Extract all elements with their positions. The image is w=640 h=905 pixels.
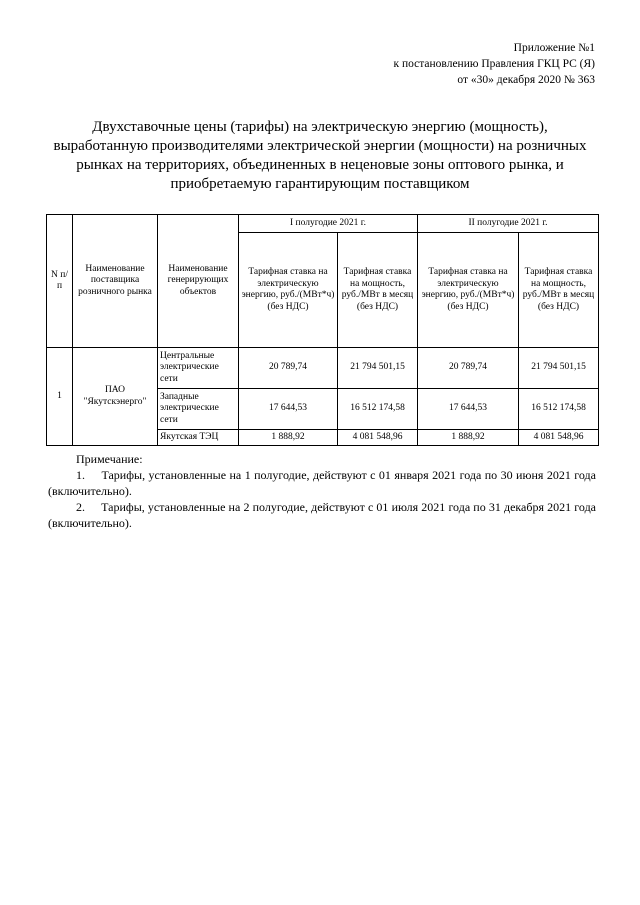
energy-rate-h2: 20 789,74	[418, 348, 519, 389]
title-line-1: Двухставочные цены (тарифы) на электрическую энергию (мощность),	[92, 119, 548, 135]
appendix-line-3: от «30» декабря 2020 № 363	[457, 74, 595, 86]
note-number: 2.	[76, 500, 85, 514]
power-rate-h2: 4 081 548,96	[519, 430, 599, 446]
document-title	[48, 118, 592, 194]
note-text: Тарифы, установленные на 2 полугодие, действуют с 01 июля 2021 года по 31 декабря 2021 года (включительно).	[48, 500, 596, 530]
table-header-row	[47, 215, 599, 233]
note-number: 1.	[76, 468, 85, 482]
title-line-4: приобретаемую гарантирующим поставщиком	[170, 176, 470, 192]
header-energy-rate-h1: Тарифная ставка на электрическую энергию, руб./(МВт*ч) (без НДС)	[239, 233, 338, 348]
note-item	[48, 499, 596, 531]
supplier-name: ПАО "Якутскэнерго"	[73, 348, 158, 446]
header-supplier: Наименование поставщика розничного рынка	[73, 215, 158, 348]
power-rate-h1: 21 794 501,15	[338, 348, 418, 389]
title-line-3: рынках на территориях, объединенных в неценовые зоны оптового рынка, и	[76, 157, 564, 173]
energy-rate-h1: 1 888,92	[239, 430, 338, 446]
header-half-2: II полугодие 2021 г.	[418, 215, 599, 233]
title-line-2: выработанную производителями электрической энергии (мощности) на розничных	[53, 138, 587, 154]
power-rate-h2: 21 794 501,15	[519, 348, 599, 389]
energy-rate-h1: 17 644,53	[239, 389, 338, 430]
appendix-line-2: к постановлению Правления ГКЦ РС (Я)	[393, 58, 595, 70]
header-half-1: I полугодие 2021 г.	[239, 215, 418, 233]
object-name: Центральные электрические сети	[158, 348, 239, 389]
power-rate-h1: 16 512 174,58	[338, 389, 418, 430]
row-num: 1	[47, 348, 73, 446]
appendix-line-1: Приложение №1	[513, 42, 595, 54]
notes-heading: Примечание:	[76, 452, 143, 466]
power-rate-h2: 16 512 174,58	[519, 389, 599, 430]
appendix-header	[265, 40, 595, 88]
header-power-rate-h2: Тарифная ставка на мощность, руб./МВт в месяц (без НДС)	[519, 233, 599, 348]
energy-rate-h2: 1 888,92	[418, 430, 519, 446]
header-num: N п/п	[47, 215, 73, 348]
object-name: Якутская ТЭЦ	[158, 430, 239, 446]
table-row	[47, 348, 599, 389]
tariff-table	[46, 214, 599, 446]
energy-rate-h2: 17 644,53	[418, 389, 519, 430]
header-objects: Наименование генерирующих объектов	[158, 215, 239, 348]
note-item	[48, 467, 596, 499]
header-energy-rate-h2: Тарифная ставка на электрическую энергию, руб./(МВт*ч) (без НДС)	[418, 233, 519, 348]
power-rate-h1: 4 081 548,96	[338, 430, 418, 446]
header-power-rate-h1: Тарифная ставка на мощность, руб./МВт в месяц (без НДС)	[338, 233, 418, 348]
energy-rate-h1: 20 789,74	[239, 348, 338, 389]
notes-section	[48, 451, 596, 531]
object-name: Западные электрические сети	[158, 389, 239, 430]
note-text: Тарифы, установленные на 1 полугодие, действуют с 01 января 2021 года по 30 июня 2021 года (включительно).	[48, 468, 596, 498]
